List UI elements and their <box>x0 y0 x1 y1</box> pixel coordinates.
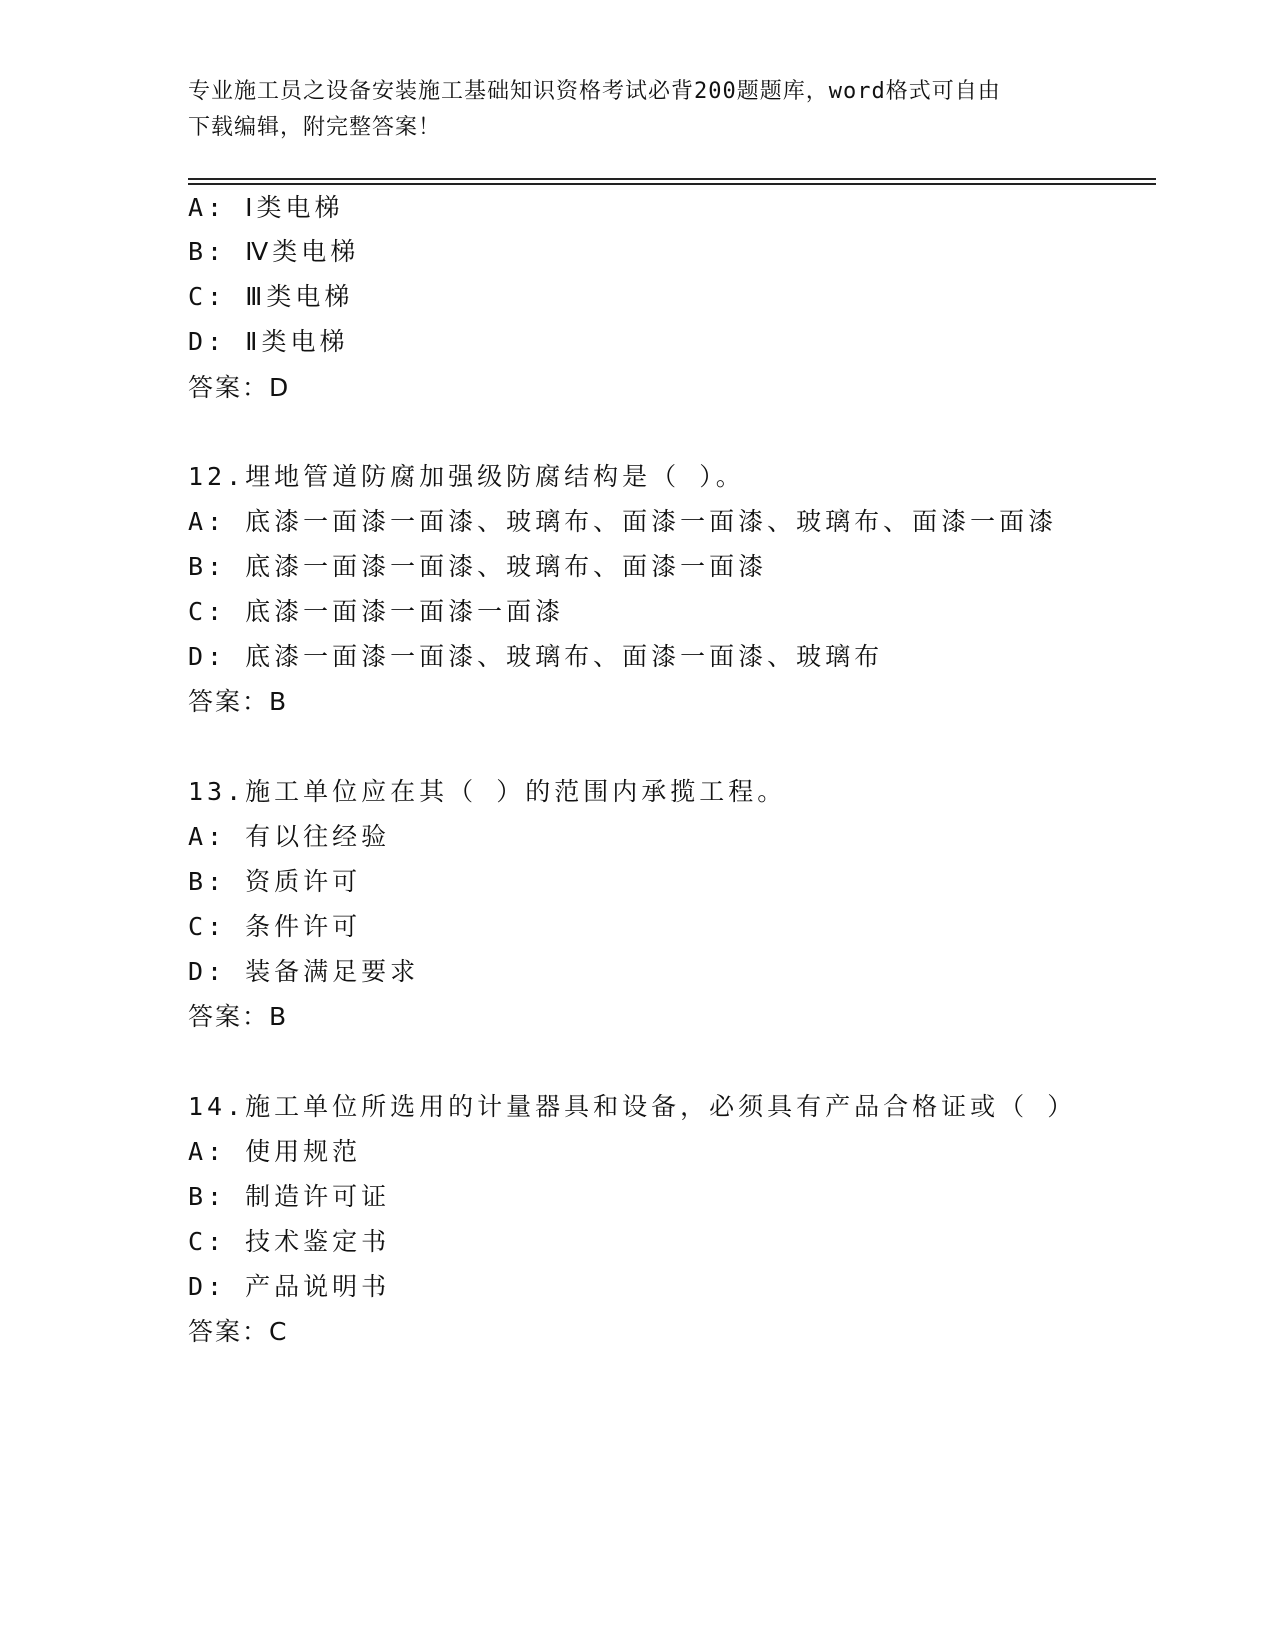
header-divider-top <box>188 178 1156 180</box>
header-line-1: 专业施工员之设备安装施工基础知识资格考试必背200题题库，word格式可自由 <box>188 79 1001 104</box>
q13-option-b: B: 资质许可 <box>188 867 362 896</box>
q14-option-b: B: 制造许可证 <box>188 1182 391 1211</box>
q12-answer: 答案：B <box>188 687 289 716</box>
document-header <box>188 74 1088 146</box>
q14-option-c: C: 技术鉴定书 <box>188 1227 391 1256</box>
q14-answer: 答案：C <box>188 1317 289 1346</box>
q13-question: 13.施工单位应在其（ ）的范围内承揽工程。 <box>188 777 787 806</box>
q11-option-a: A: Ⅰ类电梯 <box>188 193 344 222</box>
q11-option-d: D: Ⅱ类电梯 <box>188 327 349 356</box>
q14-question: 14.施工单位所选用的计量器具和设备，必须具有产品合格证或（ ） <box>188 1092 1077 1121</box>
q11-option-b: B: Ⅳ类电梯 <box>188 237 360 266</box>
q12-question: 12.埋地管道防腐加强级防腐结构是（ ）。 <box>188 462 745 491</box>
q14-option-d: D: 产品说明书 <box>188 1272 391 1301</box>
q13-option-a: A: 有以往经验 <box>188 822 391 851</box>
q13-option-d: D: 装备满足要求 <box>188 957 420 986</box>
q13-answer: 答案：B <box>188 1002 289 1031</box>
header-divider-bottom <box>188 183 1156 185</box>
q12-option-b: B: 底漆一面漆一面漆、玻璃布、面漆一面漆 <box>188 552 768 581</box>
q14-option-a: A: 使用规范 <box>188 1137 362 1166</box>
header-line-2: 下载编辑，附完整答案！ <box>188 115 442 140</box>
q11-option-c: C: Ⅲ类电梯 <box>188 282 354 311</box>
q12-option-c: C: 底漆一面漆一面漆一面漆 <box>188 597 565 626</box>
q12-option-d: D: 底漆一面漆一面漆、玻璃布、面漆一面漆、玻璃布 <box>188 642 884 671</box>
q11-answer: 答案：D <box>188 373 291 402</box>
q13-option-c: C: 条件许可 <box>188 912 362 941</box>
q12-option-a: A: 底漆一面漆一面漆、玻璃布、面漆一面漆、玻璃布、面漆一面漆 <box>188 507 1058 536</box>
